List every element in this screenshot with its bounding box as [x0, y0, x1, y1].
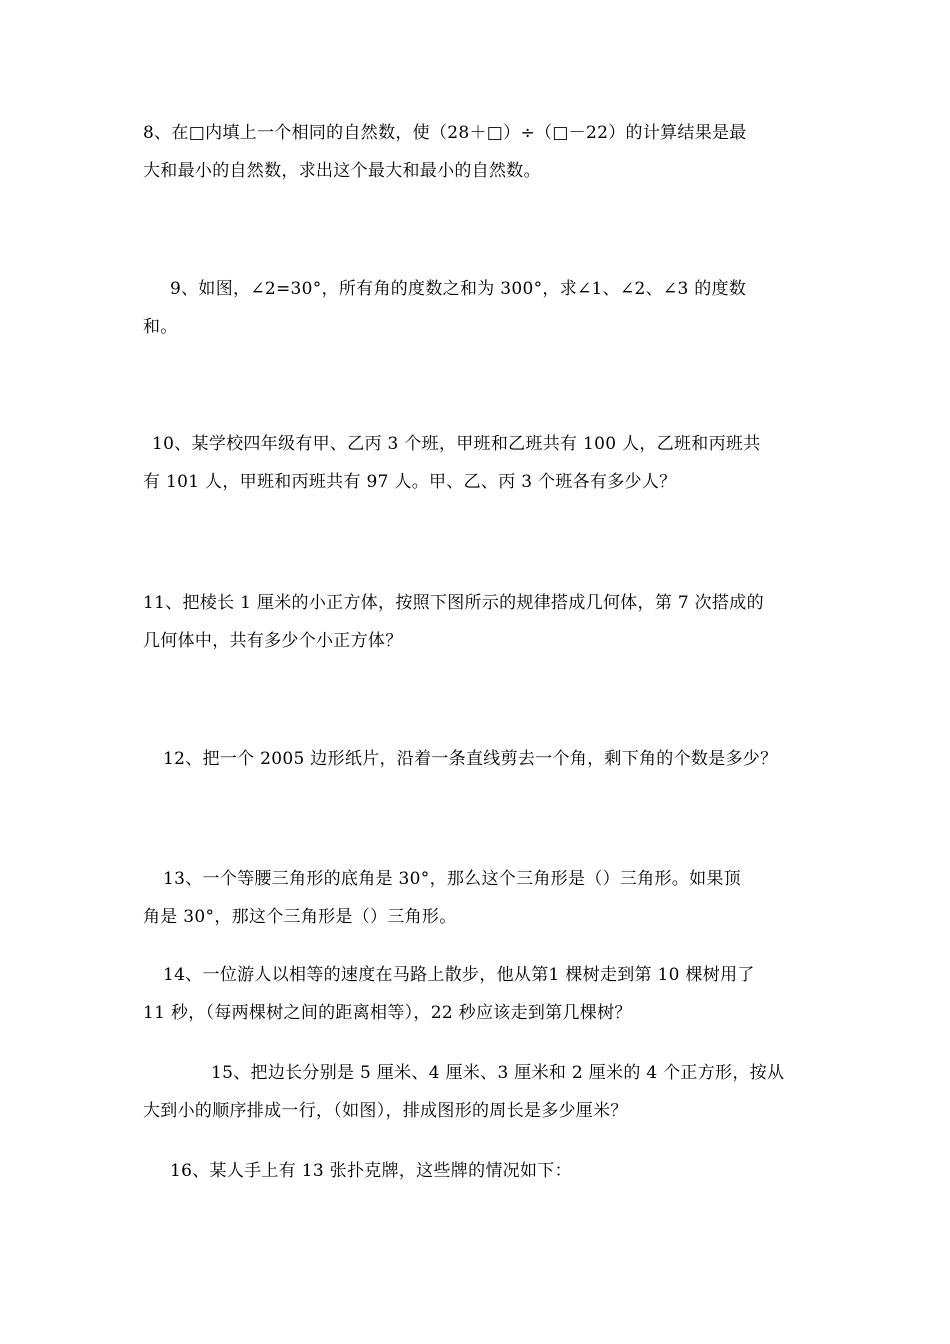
problem-13-line-1: 13、一个等腰三角形的底角是 30°，那么这个三角形是（）三角形。如果顶 [163, 869, 741, 889]
problem-9-line-2: 和。 [143, 317, 178, 337]
problem-14-line-2: 11 秒，（每两棵树之间的距离相等），22 秒应该走到第几棵树？ [143, 1003, 632, 1023]
problem-10-line-2: 有 101 人，甲班和丙班共有 97 人。甲、乙、丙 3 个班各有多少人？ [143, 472, 677, 492]
problem-8-line-2: 大和最小的自然数，求出这个最大和最小的自然数。 [143, 161, 541, 181]
problem-14-line-1: 14、一位游人以相等的速度在马路上散步，他从第1 棵树走到第 10 棵树用了 [163, 965, 755, 985]
problem-8-line-1: 8、在□内填上一个相同的自然数，使（28＋□）÷（□－22）的计算结果是最 [143, 123, 747, 143]
problem-12-line-1: 12、把一个 2005 边形纸片，沿着一条直线剪去一个角，剩下角的个数是多少？ [163, 749, 778, 769]
problem-11-line-2: 几何体中，共有多少个小正方体？ [143, 631, 403, 651]
problem-9-line-1: 9、如图，∠2=30°，所有角的度数之和为 300°，求∠1、∠2、∠3 的度数 [170, 279, 747, 299]
problem-13-line-2: 角是 30°，那这个三角形是（）三角形。 [143, 907, 457, 927]
problem-15-line-2: 大到小的顺序排成一行，（如图），排成图形的周长是多少厘米？ [143, 1101, 628, 1121]
problem-10-line-1: 10、某学校四年级有甲、乙丙 3 个班，甲班和乙班共有 100 人，乙班和丙班共 [152, 434, 761, 454]
problem-16-line-1: 16、某人手上有 13 张扑克牌，这些牌的情况如下： [170, 1161, 572, 1181]
problem-15-line-1: 15、把边长分别是 5 厘米、4 厘米、3 厘米和 2 厘米的 4 个正方形，按从 [211, 1063, 785, 1083]
problem-11-line-1: 11、把棱长 1 厘米的小正方体，按照下图所示的规律搭成几何体，第 7 次搭成的 [143, 593, 764, 613]
